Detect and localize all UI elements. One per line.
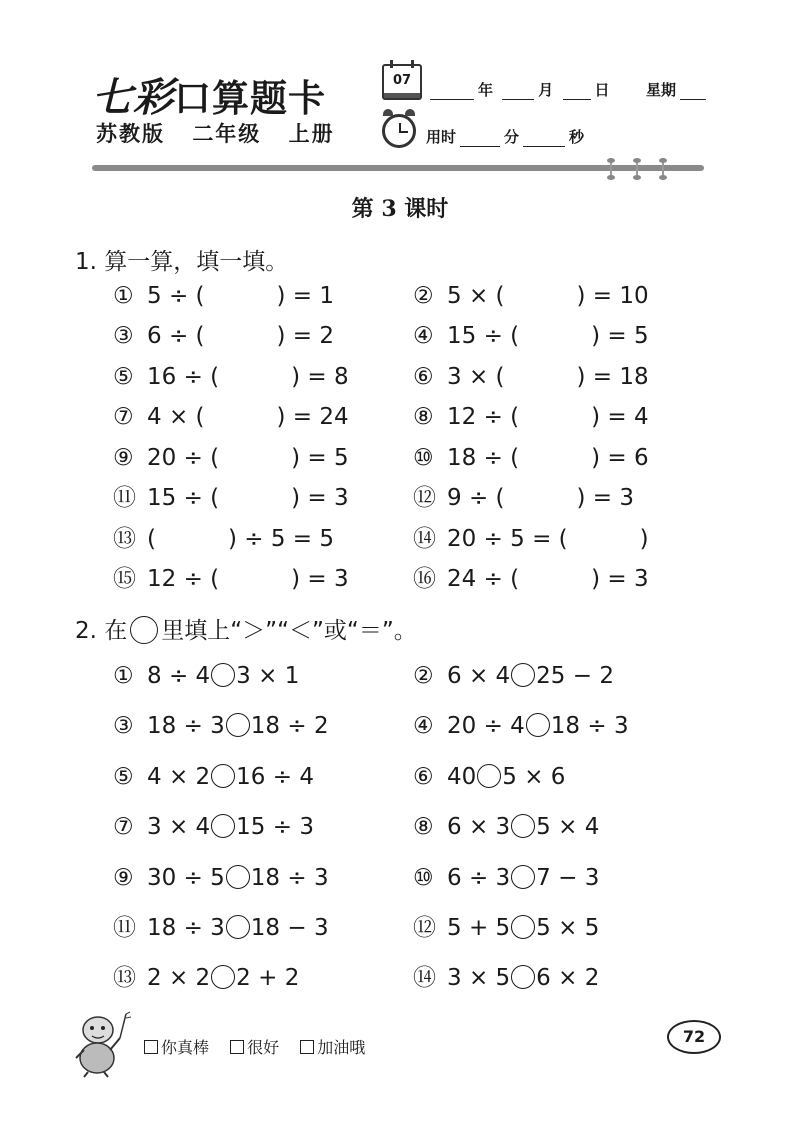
time-label: 用时 [426, 128, 457, 146]
rating-option-good[interactable]: 很好 [230, 1038, 279, 1057]
brand-title-rest: 口算题卡 [174, 76, 326, 120]
fill-blank-item: ③ 6 ÷ ( ) = 2 [113, 323, 334, 349]
compare-circle[interactable] [211, 814, 235, 838]
divider-ornament [609, 158, 613, 180]
weekday-blank[interactable] [680, 85, 706, 100]
compare-circle[interactable] [511, 965, 535, 989]
brand-title [92, 66, 354, 121]
fill-blank-item: ① 5 ÷ ( ) = 1 [113, 283, 334, 309]
divider-ornament [635, 158, 639, 180]
fill-blank-item: ⑤ 16 ÷ ( ) = 8 [113, 364, 349, 390]
fill-blank-item: ⑫ 9 ÷ ( ) = 3 [413, 485, 634, 511]
compare-circle[interactable] [211, 965, 235, 989]
month-blank[interactable] [502, 85, 534, 100]
year-blank[interactable] [430, 85, 474, 100]
minutes-label: 分 [504, 128, 520, 146]
edition-publisher: 苏教版 [96, 122, 165, 146]
compare-item: ⑪ 18 ÷ 3 18 − 3 [113, 915, 329, 941]
weekday-label: 星期 [645, 81, 676, 99]
section-1-title: 1. 算一算，填一填。 [75, 249, 289, 275]
year-label: 年 [478, 81, 494, 99]
fill-blank-item: ⑭ 20 ÷ 5 = ( ) [413, 526, 649, 552]
brand-title-first: 七彩 [92, 74, 174, 121]
checkbox-icon [300, 1040, 314, 1054]
compare-item: ⑭ 3 × 5 6 × 2 [413, 965, 600, 991]
compare-item: ⑤ 4 × 2 16 ÷ 4 [113, 764, 314, 790]
compare-item: ⑫ 5 + 5 5 × 5 [413, 915, 600, 941]
fill-blank-item: ⑮ 12 ÷ ( ) = 3 [113, 566, 349, 592]
compare-circle[interactable] [526, 713, 550, 737]
compare-circle[interactable] [211, 764, 235, 788]
compare-circle[interactable] [226, 915, 250, 939]
edition-volume: 上册 [288, 122, 335, 146]
fill-blank-item: ⑧ 12 ÷ ( ) = 4 [413, 404, 649, 430]
fill-blank-item: ② 5 × ( ) = 10 [413, 283, 649, 309]
compare-circle[interactable] [226, 713, 250, 737]
page-number: 72 [667, 1020, 721, 1054]
month-label: 月 [538, 81, 554, 99]
clock-icon [382, 114, 416, 148]
compare-item: ⑬ 2 × 2 2 + 2 [113, 965, 300, 991]
compare-item: ④ 20 ÷ 4 18 ÷ 3 [413, 713, 629, 739]
compare-circle[interactable] [226, 865, 250, 889]
compare-circle[interactable] [511, 663, 535, 687]
seconds-blank[interactable] [523, 132, 565, 147]
fill-blank-item: ⑩ 18 ÷ ( ) = 6 [413, 445, 649, 471]
compare-item: ② 6 × 4 25 − 2 [413, 663, 614, 689]
calendar-number: 07 [392, 73, 412, 88]
fill-blank-item: ⑬ ( ) ÷ 5 = 5 [113, 526, 335, 552]
section-2-title: 2. 在 里填上“＞”“＜”或“＝”。 [75, 618, 417, 644]
mascot-icon [70, 1008, 132, 1078]
fill-blank-item: ⑨ 20 ÷ ( ) = 5 [113, 445, 349, 471]
fill-blank-item: ⑯ 24 ÷ ( ) = 3 [413, 566, 649, 592]
time-fields [426, 126, 584, 147]
edition-info [96, 118, 353, 148]
fill-blank-item: ⑦ 4 × ( ) = 24 [113, 404, 349, 430]
compare-circle[interactable] [477, 764, 501, 788]
day-label: 日 [594, 81, 610, 99]
compare-item: ① 8 ÷ 4 3 × 1 [113, 663, 300, 689]
compare-circle[interactable] [511, 814, 535, 838]
compare-item: ⑥ 40 5 × 6 [413, 764, 566, 790]
circle-icon [130, 616, 158, 644]
edition-grade: 二年级 [192, 122, 262, 146]
lesson-title: 第 3 课时 [351, 196, 449, 222]
rating-options [144, 1035, 381, 1058]
date-fields [426, 79, 710, 100]
checkbox-icon [144, 1040, 158, 1054]
compare-circle[interactable] [511, 915, 535, 939]
divider-ornament [661, 158, 665, 180]
compare-item: ⑨ 30 ÷ 5 18 ÷ 3 [113, 865, 329, 891]
compare-item: ⑦ 3 × 4 15 ÷ 3 [113, 814, 314, 840]
rating-option-great[interactable]: 你真棒 [144, 1038, 209, 1057]
compare-circle[interactable] [211, 663, 235, 687]
calendar-icon [382, 64, 422, 100]
compare-item: ⑧ 6 × 3 5 × 4 [413, 814, 600, 840]
fill-blank-item: ④ 15 ÷ ( ) = 5 [413, 323, 649, 349]
seconds-label: 秒 [569, 128, 585, 146]
fill-blank-item: ⑪ 15 ÷ ( ) = 3 [113, 485, 349, 511]
fill-blank-item: ⑥ 3 × ( ) = 18 [413, 364, 649, 390]
checkbox-icon [230, 1040, 244, 1054]
rating-option-keep-going[interactable]: 加油哦 [300, 1038, 365, 1057]
compare-item: ⑩ 6 ÷ 3 7 − 3 [413, 865, 600, 891]
day-blank[interactable] [563, 85, 591, 100]
compare-item: ③ 18 ÷ 3 18 ÷ 2 [113, 713, 329, 739]
minutes-blank[interactable] [460, 132, 500, 147]
compare-circle[interactable] [511, 865, 535, 889]
